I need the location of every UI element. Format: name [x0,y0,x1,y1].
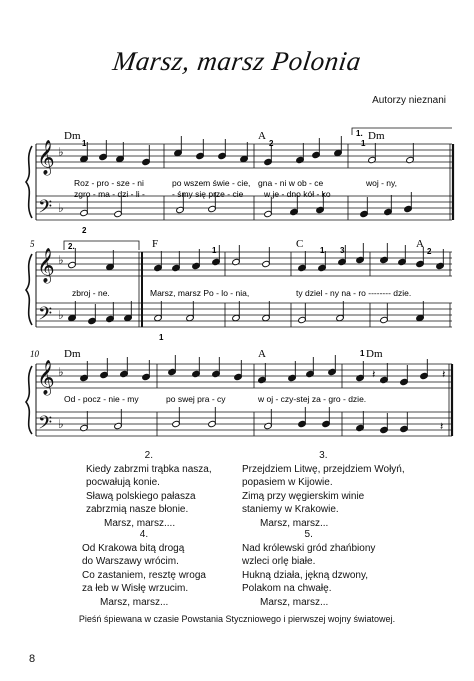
volta-1-label: 1. [356,129,363,138]
fingering: 3 [340,246,345,255]
verse-line: Sławą polskiego pałasza [86,490,196,502]
lyric-line: Marsz, marsz Po - lo - nia, [150,288,250,298]
flat-icon: ♭ [58,201,64,215]
flat-icon: ♭ [58,308,64,322]
fingering: 1 [361,139,366,148]
rest-icon: 𝄽 [442,368,446,381]
page-number: 8 [29,653,36,665]
rest-icon: 𝄽 [372,368,376,381]
verse-line: Polakom na chwałę. [242,583,332,594]
chord-symbol: A [416,238,424,250]
fingering: 2 [269,139,274,148]
chord-symbol: C [296,238,304,250]
verse-line: popasiem w Kijowie. [242,477,333,488]
volta-2-label: 2. [68,242,75,251]
flat-icon: ♭ [58,365,64,379]
chord-symbol: A [258,130,266,142]
lyric-line: - śmy się prze - cie [172,189,244,199]
verse-line: Co zastaniem, resztę wroga [82,569,206,581]
fingering: 1 [212,246,217,255]
measure-number: 5 [30,239,35,249]
verse-line: do Warszawy wrócim. [82,556,179,567]
song-title: Marsz, marsz Polonia [111,46,364,76]
bass-clef-icon: 𝄢 [38,197,53,222]
verse-line: Hukną działa, jękną dzwony, [242,569,368,581]
verse-line: Od Krakowa bitą drogą [82,542,185,554]
chord-symbol: Dm [366,348,383,360]
verse-refrain: Marsz, marsz.... [104,517,176,529]
lyric-line: woj - ny, [366,178,398,188]
fingering: 1 [360,349,365,358]
chord-symbol: Dm [64,130,81,142]
chord-symbol: A [258,348,266,360]
verse-line: pocwałują konie. [86,477,160,488]
lyric-line: Roz - pro - sze - ni [74,178,144,188]
lyric-line: ty dziel - ny na - ro -------- dzie. [296,288,412,298]
verse-4 [82,528,206,609]
verse-line: Nad królewski gród zhańbiony [242,542,376,554]
verse-refrain: Marsz, marsz... [100,596,169,608]
fingering: 2 [427,247,432,256]
authors-credit: Autorzy nieznani [372,95,446,106]
treble-clef-icon: 𝄞 [37,248,55,283]
lyric-line: w je - dno kół - ko [264,189,331,199]
chord-symbol: F [152,238,159,250]
verse-number: 2. [144,450,153,461]
verse-line: Zimą przy węgierskim winie [242,490,365,502]
chord-symbol: Dm [64,348,81,360]
chord-symbol: Dm [368,130,385,142]
verse-2 [86,449,212,530]
lyric-line: po swej pra - cy [166,394,226,404]
verse-refrain: Marsz, marsz... [260,596,329,608]
rest-icon: 𝄽 [440,420,444,433]
lyric-line: zgro - ma - dzi - li - [74,189,145,199]
verse-3 [242,449,405,530]
treble-clef-icon: 𝄞 [37,140,55,175]
volta-1-bracket [352,128,452,135]
verse-line: wzleci orlę białe. [242,556,316,567]
verse-line: staniemy w Krakowie. [242,504,339,515]
verse-number: 5. [304,529,313,540]
lyric-line: w oj - czy-stej za - gro - dzie. [258,394,367,404]
fingering: 1 [159,333,164,342]
lyric-line: gna - ni w ob - ce [258,178,324,188]
verse-line: Przejdziem Litwę, przejdziem Wołyń, [242,463,405,475]
lyric-line: Od - pocz - nie - my [64,394,139,404]
historical-footnote: Pieśń śpiewana w czasie Powstania Styczniowego i pierwszej wojny światowej. [78,614,396,624]
verse-refrain: Marsz, marsz... [260,517,329,529]
treble-clef-icon: 𝄞 [37,360,55,395]
bass-clef-icon: 𝄢 [38,413,53,438]
fingering: 1 [320,246,325,255]
lyric-line: zbroj - ne. [72,288,110,298]
fingering: 2 [82,226,87,235]
fingering: 1 [82,139,87,148]
verse-line: Kiedy zabrzmi trąbka nasza, [86,463,212,475]
flat-icon: ♭ [58,145,64,159]
verse-line: za łeb w Wisłę wrzucim. [82,583,189,594]
bass-clef-icon: 𝄢 [38,304,53,329]
verse-number: 4. [139,529,149,540]
verse-line: zabrzmią nasze błonie. [86,504,189,515]
lyric-line: po wszem świe - cie, [172,178,251,188]
flat-icon: ♭ [58,417,64,431]
flat-icon: ♭ [58,253,64,267]
verse-5 [242,528,375,609]
measure-number: 10 [30,349,39,359]
verse-number: 3. [319,450,328,461]
